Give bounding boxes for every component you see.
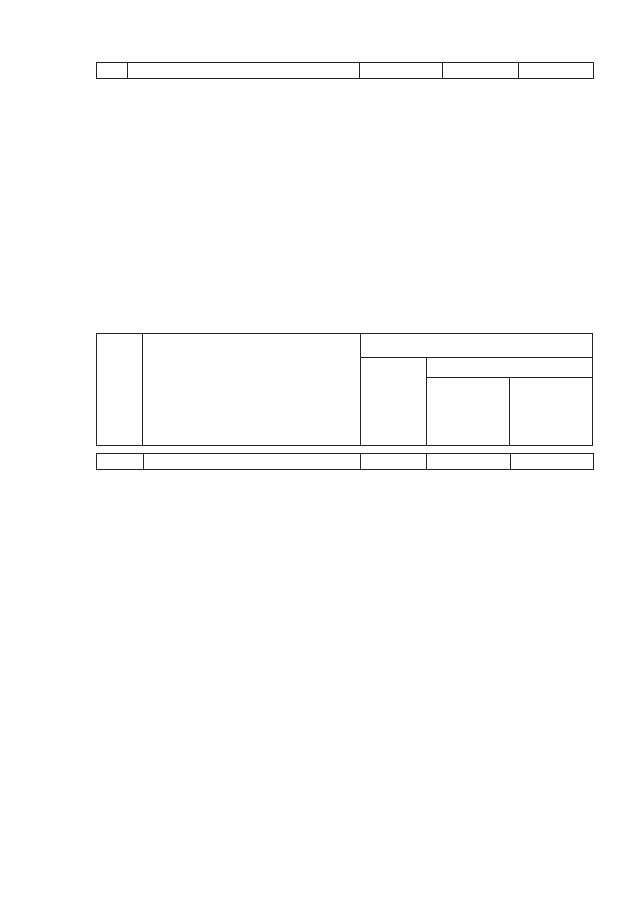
col-num <box>128 63 360 78</box>
col-num <box>511 454 593 469</box>
col-num <box>361 454 427 469</box>
col-header-sum <box>361 334 593 358</box>
col-header-including <box>427 358 593 378</box>
col-num <box>97 454 144 469</box>
col-header-federal <box>427 378 510 446</box>
col-header-regional <box>510 378 593 446</box>
col-num <box>427 454 510 469</box>
col-header-name <box>143 334 361 446</box>
main-table-column-numbers <box>96 453 594 470</box>
col-num <box>360 63 443 78</box>
col-num <box>97 63 128 78</box>
col-num <box>519 63 593 78</box>
col-header-num <box>97 334 143 446</box>
top-table-column-numbers <box>96 62 594 79</box>
col-header-total <box>361 358 427 446</box>
col-num <box>144 454 361 469</box>
col-num <box>443 63 518 78</box>
subsidy-table-header <box>96 333 593 446</box>
